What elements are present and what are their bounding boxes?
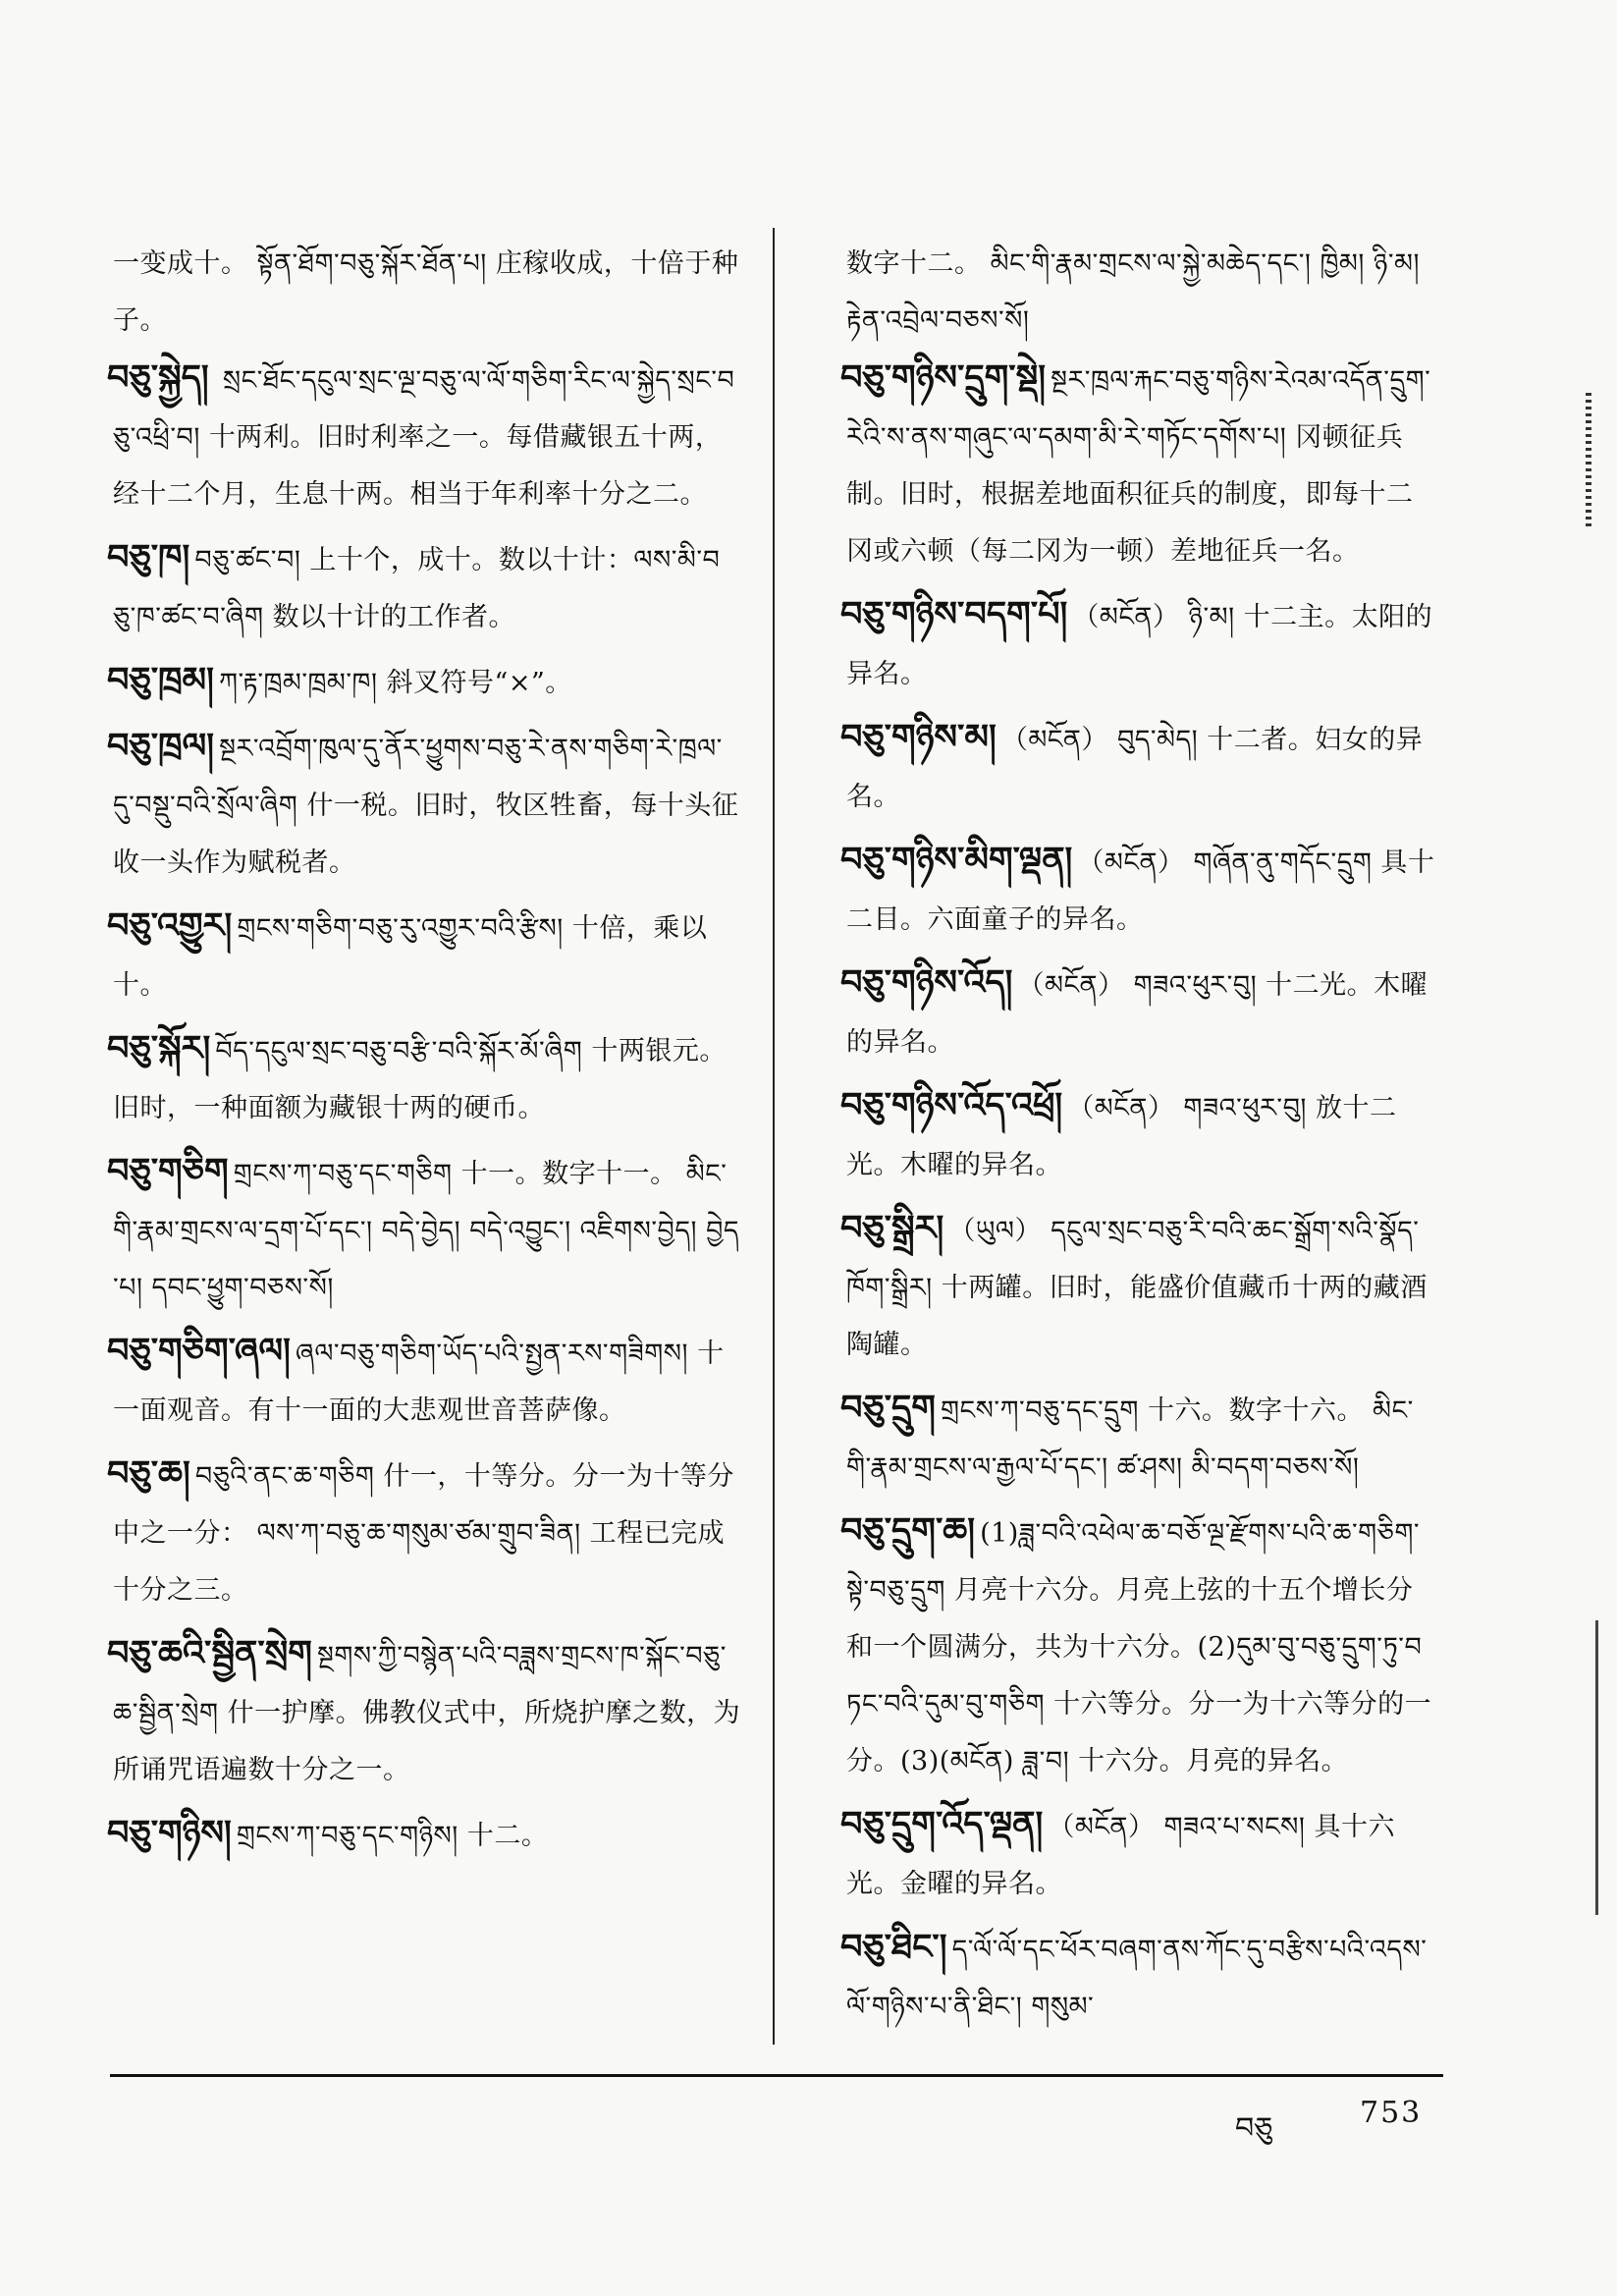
entry-headword: བཅུ་གཉིས་མིག་ལྡན།	[840, 841, 1073, 880]
entry-headword: བཅུ་གཉིས་བདག་པོ།	[840, 595, 1068, 634]
entry-definition: （ཡུལ） དངུལ་སྲང་བཅུ་རི་བའི་ཆང་སྒྲོག་སའི་སྣོད་ཁོག་སྒྲིར། 十两罐。旧时，能盛价值藏币十两的藏酒陶罐。	[846, 1216, 1428, 1360]
dictionary-entry	[840, 1503, 1435, 1790]
entry-definition: （མངོན） ཉི་མ། 十二主。太阳的异名。	[846, 602, 1433, 689]
dictionary-entry	[107, 350, 741, 523]
entry-headword: བཅུ་གཉིས་འོད།	[840, 963, 1013, 1003]
entry-headword: བཅུ་གཉིས་དྲུག་སྡེ།	[840, 358, 1046, 398]
right-entry-list	[840, 350, 1435, 2036]
entry-headword: བཅུ་དྲུག	[840, 1389, 936, 1428]
entry-definition: གྲངས་ཀ་བཅུ་དང་གཉིས། 十二。	[236, 1821, 549, 1851]
entry-headword: བཅུ་དྲུག་འོད་ལྡན།	[840, 1805, 1044, 1844]
entry-headword: བཅུ་གཉིས་འོད་འཕྲོ།	[840, 1086, 1063, 1125]
dictionary-entry	[107, 1625, 741, 1799]
dictionary-entry	[107, 1323, 741, 1440]
entry-definition: གྲངས་གཅིག་བཅུ་རུ་འགྱུར་བའི་རྩིས། 十倍，乘以十。	[113, 913, 708, 1001]
dictionary-entry	[840, 586, 1435, 703]
entry-headword: བཅུ་གཉིས་མ།	[840, 718, 997, 757]
entry-definition: ཞལ་བཅུ་གཅིག་ཡོད་པའི་སྤྱན་རས་གཟིགས། 十一面观音。有十一面的大悲观世音菩萨像。	[113, 1339, 725, 1426]
entry-headword: བཅུ་སྐོར།	[107, 1029, 211, 1068]
entry-definition: （མངོན） གཟའ་པ་སངས། 具十六光。金曜的异名。	[846, 1812, 1395, 1899]
page-number: 753	[1360, 2096, 1423, 2130]
footer-rule	[110, 2074, 1443, 2077]
entry-definition: གྲངས་ཀ་བཅུ་དང་གཅིག 十一。数字十一。 མིང་གི་རྣམ་གྲངས་ལ་དྲག་པོ་དང་། བདེ་བྱེད། བདེ་འབྱུང་། འཇིགས་བྱེད། བྱེད་པ། དབང་ཕྱུག་བཅས་སོ།	[113, 1159, 740, 1303]
entry-definition: གྲངས་ཀ་བཅུ་དང་དྲུག 十六。数字十六。 མིང་གི་རྣམ་གྲངས་ལ་རྒྱལ་པོ་དང་། ཚ་ཤས། མི་བདག་བཅས་སོ།	[846, 1395, 1414, 1483]
dictionary-entry	[107, 1805, 741, 1865]
dictionary-entry	[107, 1020, 741, 1137]
entry-definition: （མངོན） གཟའ་ཕུར་བུ། 十二光。木曜的异名。	[846, 970, 1428, 1058]
entry-definition: ད་ལོ་ལོ་དང་ཕོར་བཞག་ནས་ཀོང་དུ་བརྩིས་པའི་འདས་ལོ་གཉིས་པ་ནི་ཐིང་། གསུམ་	[846, 1935, 1428, 2022]
left-entry-list	[107, 350, 741, 1865]
dictionary-entry	[107, 898, 741, 1014]
dictionary-entry	[107, 529, 741, 646]
entry-headword: བཅུ་གཅིག	[107, 1152, 229, 1191]
entry-headword: བཅུ་སྒྲིར།	[840, 1209, 944, 1248]
entry-definition: སྔགས་ཀྱི་བསྙེན་པའི་བཟླས་གྲངས་ཁ་སྐོང་བཅུ་ཆ་སྦྱིན་སྲེག 什一护摩。佛教仪式中，所烧护摩之数，为所诵咒语遍数十分之一。	[113, 1641, 741, 1785]
entry-headword: བཅུ་དྲུག་ཆ།	[840, 1511, 975, 1551]
entry-headword: བཅུ་ཁྲལ།	[107, 727, 215, 766]
left-continuation: 一变成十。 སྟོན་ཐོག་བཅུ་སྐོར་ཐོན་པ། 庄稼收成，十倍于种子。	[113, 248, 739, 336]
entry-headword: བཅུ་ཆའི་སྦྱིན་སྲེག	[107, 1634, 312, 1673]
column-divider	[773, 228, 775, 2045]
dictionary-entry	[840, 350, 1435, 580]
entry-definition: བོད་དངུལ་སྲང་བཅུ་བརྩི་བའི་སྐོར་མོ་ཞིག 十两银元。旧时，一种面额为藏银十两的硬币。	[113, 1036, 727, 1123]
dictionary-entry	[840, 1919, 1435, 2036]
dictionary-entry	[840, 1796, 1435, 1913]
scan-margin-line	[1595, 1620, 1598, 1915]
dictionary-entry	[107, 652, 741, 712]
dictionary-entry	[840, 1380, 1435, 1497]
dictionary-entry	[840, 1077, 1435, 1194]
dictionary-entry	[840, 1200, 1435, 1374]
entry-headword: བཅུ་ཁ།	[107, 538, 190, 577]
dictionary-entry	[840, 832, 1435, 949]
dictionary-entry	[840, 955, 1435, 1071]
entry-definition: སྔར་ཁྲལ་རྐང་བཅུ་གཉིས་རེའམ་འདོན་དྲུག་རེའི་ས་ནས་གཞུང་ལ་དམག་མི་རེ་གཏོང་དགོས་པ། 冈顿征兵制。旧时，根据差地面积征兵的制度，即每十二冈或六顿（每二冈为一顿）差地征兵一名。	[846, 365, 1431, 567]
entry-definition: བཅུའི་ནང་ཆ་གཅིག 什一，十等分。分一为十等分中之一分： ལས་ཀ་བཅུ་ཆ་གསུམ་ཙམ་གྲུབ་ཟིན། 工程已完成十分之三。	[113, 1461, 734, 1606]
dictionary-entry	[107, 1143, 741, 1317]
scan-margin-mark	[1586, 393, 1591, 530]
entry-headword: བཅུ་གཅིག་ཞལ།	[107, 1332, 291, 1371]
entry-definition: སྔར་འབྲོག་ཁུལ་དུ་ནོར་ཕྱུགས་བཅུ་རེ་ནས་གཅིག་རེ་ཁྲལ་དུ་བསྡུ་བའི་སྲོལ་ཞིག 什一税。旧时，牧区牲畜，每十头征收一头作为赋税者。	[113, 734, 739, 878]
right-continuation: 数字十二。 མིང་གི་རྣམ་གྲངས་ལ་སྐྱེ་མཆེད་དང་། ཁྱིམ། ཉི་མ། རྟེན་འབྲེལ་བཅས་སོ།	[846, 248, 1429, 336]
entry-definition: ཀ་རྟ་ཁྲམ་ཁྲམ་ཁ། 斜叉符号“×”。	[218, 668, 572, 698]
entry-definition: (1)ཟླ་བའི་འཕེལ་ཆ་བཅོ་ལྔ་རྫོགས་པའི་ཆ་གཅིག་སྟེ་བཅུ་དྲུག 月亮十六分。月亮上弦的十五个增长分和一个圆满分，共为十六分。(2)དུམ་བུ་བཅུ་དྲུག་ཏུ་བཏང་བའི་དུམ་བུ་གཅིག 十六等分。分一为十六等分的一分。(3)(མངོན) ཟླ་བ། 十六分。月亮的异名。	[846, 1518, 1432, 1777]
entry-headword: བཅུ་ཁྲམ།	[107, 661, 214, 700]
entry-definition: （མངོན） གཟའ་ཕུར་བུ། 放十二光。木曜的异名。	[846, 1093, 1397, 1180]
dictionary-entry	[107, 718, 741, 892]
entry-definition: བཅུ་ཚང་བ། 上十个，成十。数以十计：ལས་མི་བཅུ་ཁ་ཚང་བ་ཞིག 数以十计的工作者。	[113, 545, 721, 632]
left-column	[107, 236, 741, 1871]
entry-headword: བཅུ་འགྱུར།	[107, 906, 233, 946]
entry-headword: བཅུ་སྐྱེད།	[107, 358, 209, 398]
entry-definition: （མངོན） གཞོན་ནུ་གདོང་དྲུག 具十二目。六面童子的异名。	[846, 847, 1435, 935]
entry-headword: བཅུ་གཉིས།	[107, 1814, 232, 1853]
entry-headword: བཅུ་ཐིང་།	[840, 1928, 947, 1967]
footer-running-head: བཅུ	[1235, 2111, 1273, 2146]
entry-definition: （མངོན） བུད་མེད། 十二者。妇女的异名。	[846, 725, 1424, 812]
dictionary-entry	[107, 1446, 741, 1619]
right-column	[840, 236, 1435, 2042]
dictionary-entry	[840, 709, 1435, 826]
entry-definition: སྲང་ཐོང་དངུལ་སྲང་ལྔ་བཅུ་ལ་ལོ་གཅིག་རིང་ལ་སྐྱེད་སྲང་བཅུ་འཕྲི་བ། 十两利。旧时利率之一。每借藏银五十两，经十二个月，生息十两。相当于年利率十分之二。	[113, 365, 735, 510]
entry-headword: བཅུ་ཆ།	[107, 1454, 190, 1494]
